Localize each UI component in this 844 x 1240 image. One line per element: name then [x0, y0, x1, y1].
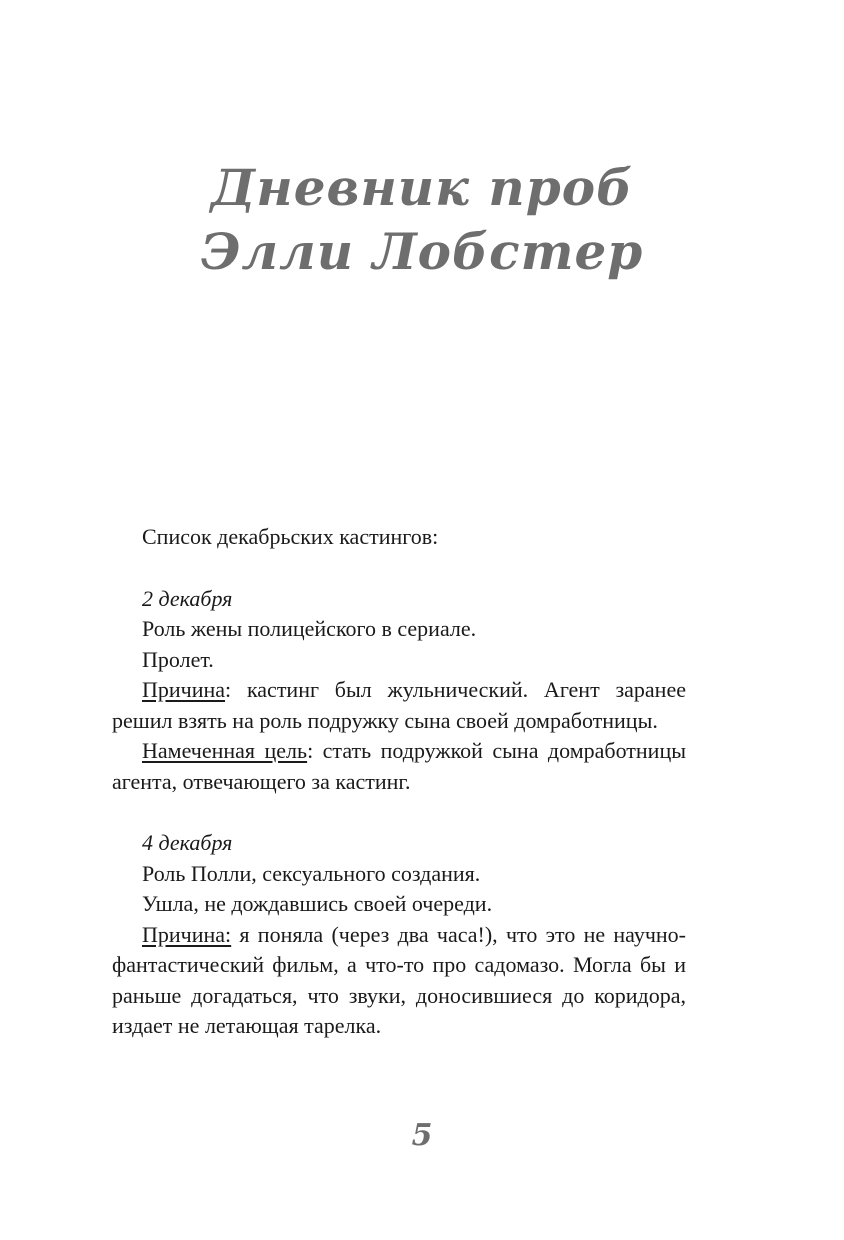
- diary-body: [112, 522, 686, 1042]
- entry-goal: [112, 736, 686, 797]
- reason-label: Причина: [142, 677, 226, 702]
- book-title-line-1: Дневник проб: [210, 158, 634, 217]
- entry-role: Роль жены полицейского в сериале.: [142, 616, 477, 641]
- entry-role: Роль Полли, сексуального создания.: [142, 860, 481, 886]
- entry-date: 2 декабря: [142, 585, 233, 611]
- entry-date: 4 декабря: [142, 830, 233, 855]
- goal-separator: :: [307, 738, 314, 763]
- entry-result: Пролет.: [142, 646, 214, 672]
- entry-reason: [112, 920, 686, 1042]
- page-number: 5: [411, 1118, 433, 1153]
- goal-label: Намеченная цель: [142, 738, 308, 763]
- reason-text: я поняла (через два часа!), что это не научно-фантастический фильм, а что-то про садомазо. Могла бы и раньше догадаться, что звуки, доносившиеся до коридора, издает не летающая тарелка.: [112, 921, 686, 1038]
- book-title-line-2: Элли Лобстер: [200, 222, 644, 281]
- reason-text: кастинг был жульнический. Агент заранее решил взять на роль подружку сына своей домработницы.: [112, 677, 686, 733]
- reason-separator: :: [225, 677, 232, 702]
- reason-label: Причина:: [142, 921, 232, 947]
- intro-line: Список декабрьских кастингов:: [142, 524, 439, 549]
- entry-result: Ушла, не дождавшись своей очереди.: [142, 891, 493, 916]
- goal-text: стать подружкой сына домработницы агента, отвечающего за кастинг.: [112, 738, 687, 794]
- entry-reason: [112, 675, 686, 736]
